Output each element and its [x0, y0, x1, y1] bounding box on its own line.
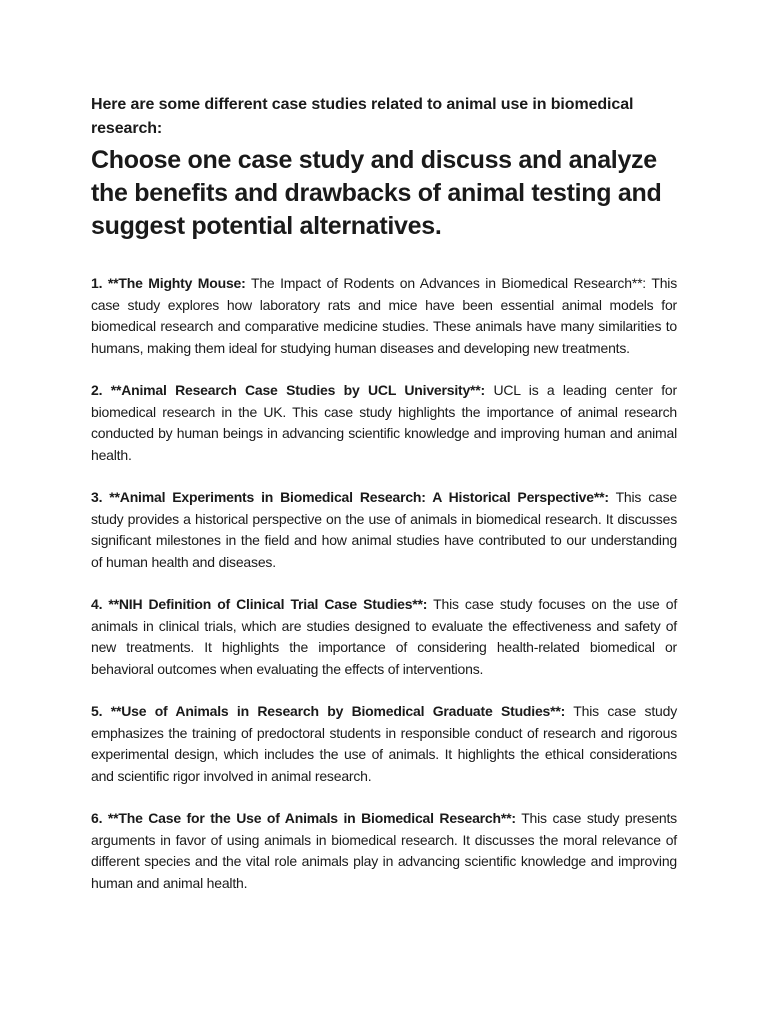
case-study-body: This case study focuses on the use of animals in clinical trials, which are studies designed to evaluate the effectiveness and safety of new treatments. It highlights the importance of considering health-related biomedical or behavioral outcomes when evaluating the effects of interventions.	[91, 596, 678, 677]
case-study-body: UCL is a leading center for biomedical research in the UK. This case study highlights the importance of animal research conducted by human beings in advancing scientific knowledge and improving human and animal health.	[91, 382, 677, 463]
case-study-title: 6. **The Case for the Use of Animals in Biomedical Research**:	[91, 810, 516, 826]
case-study-body: This case study emphasizes the training of predoctoral students in responsible conduct of research and rigorous experimental design, which includes the use of animals. It highlights the ethical considerations and scientific rigor involved in animal research.	[91, 703, 678, 784]
case-study-1	[91, 273, 677, 359]
case-study-title: 3. **Animal Experiments in Biomedical Research: A Historical Perspective**:	[91, 489, 609, 505]
case-study-3	[91, 487, 677, 573]
case-study-title: 5. **Use of Animals in Research by Biomedical Graduate Studies**:	[91, 703, 566, 719]
assignment-heading: Choose one case study and discuss and analyze the benefits and drawbacks of animal testing and suggest potential alternatives.	[91, 146, 662, 240]
case-study-4	[91, 594, 677, 680]
case-study-body: This case study presents arguments in favor of using animals in biomedical research. It discusses the moral relevance of different species and the vital role animals play in advancing scientific knowledge and improving human and animal health.	[91, 810, 677, 891]
case-study-title: 2. **Animal Research Case Studies by UCL University**:	[91, 382, 486, 398]
case-study-title: 4. **NIH Definition of Clinical Trial Case Studies**:	[91, 596, 428, 612]
intro-text: Here are some different case studies related to animal use in biomedical research:	[91, 96, 634, 137]
case-study-6	[91, 808, 677, 894]
case-study-title: 1. **The Mighty Mouse:	[91, 275, 246, 291]
case-study-5	[91, 701, 677, 787]
document-page	[91, 93, 677, 915]
case-study-body: The Impact of Rodents on Advances in Biomedical Research**: This case study explores how laboratory rats and mice have been essential animal models for biomedical research and comparative medicine studies. These animals have many similarities to humans, making them ideal for studying human diseases and developing new treatments.	[91, 275, 678, 356]
case-study-body: This case study provides a historical perspective on the use of animals in biomedical research. It discusses significant milestones in the field and how animal studies have contributed to our understanding of human health and diseases.	[91, 489, 677, 570]
case-study-2	[91, 380, 677, 466]
